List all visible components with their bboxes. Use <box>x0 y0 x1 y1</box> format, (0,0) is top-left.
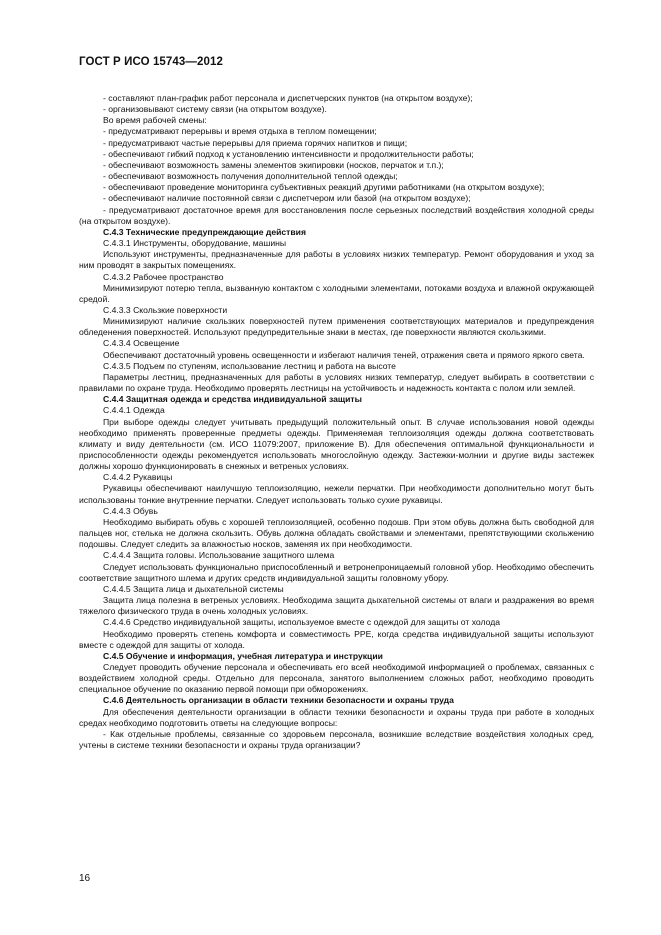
paragraph: Минимизируют потерю тепла, вызванную контактом с холодными элементами, потоками воздуха и влажной окружающей средой. <box>79 282 594 304</box>
paragraph: С.4.4.2 Рукавицы <box>103 472 173 483</box>
paragraph: - обеспечивают возможность замены элементов экипировки (носков, перчаток и т.п.); <box>103 159 444 170</box>
paragraph: С.4.3.5 Подъем по ступеням, использование лестниц и работа на высоте <box>103 360 396 371</box>
document-body <box>79 93 594 751</box>
paragraph: Для обеспечения деятельности организации в области техники безопасности и охраны труда при работе в холодных средах необходимо подготовить ответы на следующие вопросы: <box>79 706 594 728</box>
paragraph: С.4.4.6 Средство индивидуальной защиты, используемое вместе с одеждой для защиты от холода <box>103 617 500 628</box>
paragraph: Следует использовать функционально приспособленный и ветронепроницаемый головной убор. Необходимо обеспечить соответствие защитного шлема и других средств индивидуальной защиты головному убору. <box>79 561 594 583</box>
paragraph: - обеспечивают проведение мониторинга субъективных реакций другими работниками (на открытом воздухе); <box>103 182 545 193</box>
paragraph: Рукавицы обеспечивают наилучшую теплоизоляцию, нежели перчатки. При необходимости дополнительно могут быть использованы тонкие внутренние перчатки. Следует использовать только сухие рукавицы. <box>79 483 594 505</box>
paragraph: - предусматривают перерывы и время отдыха в теплом помещении; <box>103 126 377 137</box>
paragraph: Следует проводить обучение персонала и обеспечивать его всей необходимой информацией о проблемах, связанных с воздействием холодной среды. Отдельно для персонала, занятого выполнением сложных работ, необходимо проводить специальное обучение по оказанию первой помощи при обморожениях. <box>79 661 594 695</box>
section-heading: С.4.5 Обучение и информация, учебная литература и инструкции <box>103 650 383 661</box>
section-heading: С.4.4 Защитная одежда и средства индивидуальной защиты <box>103 394 362 405</box>
paragraph: С.4.4.3 Обувь <box>103 505 158 516</box>
paragraph: Защита лица полезна в ветреных условиях. Необходима защита дыхательной системы от влаги и раздражения во время тяжелого физического труда в очень холодных условиях. <box>79 595 594 617</box>
paragraph: Необходимо выбирать обувь с хорошей теплоизоляцией, особенно подошв. При этом обувь должна быть свободной для пальцев ног, стелька не должна скользить. Обувь должна обладать свойствами и элементами, препятствующими скольжению подошвы. Следует следить за влажностью носков, заменяя их при необходимости. <box>79 516 594 550</box>
page-number: 16 <box>79 873 91 884</box>
paragraph: - предусматривают достаточное время для восстановления после серьезных последствий воздействия холодной среды (на открытом воздухе). <box>79 204 594 226</box>
section-heading: С.4.3 Технические предупреждающие действия <box>103 226 306 237</box>
paragraph: - обеспечивают наличие постоянной связи с диспетчером или базой (на открытом воздухе); <box>103 193 471 204</box>
paragraph: Используют инструменты, предназначенные для работы в условиях низких температур. Ремонт оборудования и уход за ним проводят в закрытых помещениях. <box>79 249 594 271</box>
paragraph: Необходимо проверять степень комфорта и совместимость PPE, когда средства индивидуальной защиты используют вместе с одеждой для защиты от холода. <box>79 628 594 650</box>
paragraph: - предусматривают частые перерывы для приема горячих напитков и пищи; <box>103 137 408 148</box>
paragraph: Минимизируют наличие скользких поверхностей путем применения соответствующих материалов и предупреждения обледенения поверхностей. Используют предупредительные знаки в местах, где поверхности являются скользкими. <box>79 316 594 338</box>
document-header: ГОСТ Р ИСО 15743—2012 <box>79 56 224 68</box>
paragraph: С.4.4.5 Защита лица и дыхательной системы <box>103 583 284 594</box>
paragraph: С.4.4.1 Одежда <box>103 405 165 416</box>
paragraph: С.4.3.2 Рабочее пространство <box>103 271 224 282</box>
paragraph: - Как отдельные проблемы, связанные со здоровьем персонала, возникшие вследствие воздействия холодных сред, учтены в системе техники безопасности и охраны труда организации? <box>79 728 594 751</box>
paragraph: С.4.3.4 Освещение <box>103 338 180 349</box>
paragraph: С.4.3.3 Скользкие поверхности <box>103 304 228 315</box>
paragraph: - организовывают систему связи (на открытом воздухе). <box>103 104 327 115</box>
paragraph: Обеспечивают достаточный уровень освещенности и избегают наличия теней, отражения света и прямого яркого света. <box>103 349 585 360</box>
paragraph: Параметры лестниц, предназначенных для работы в условиях низких температур, следует выбирать в соответствии с правилами по охране труда. Необходимо проверять лестницы на устойчивость и надежность контакта с полом или землей. <box>79 371 594 394</box>
paragraph: При выборе одежды следует учитывать предыдущий положительный опыт. В случае использования новой одежды необходимо применять проверенные предметы одежды. Применяемая теплоизоляция одежды должна соответствовать климату и виду деятельности (см. ИСО 11079:2007, приложение В). Для обеспечения оптимальной функциональности и приспособленности одежды рекомендуется использовать многослойную одежду. Застежки-молнии и другие виды застежек должны хорошо функционировать в снежных и ветреных условиях. <box>79 416 594 472</box>
paragraph: - обеспечивают гибкий подход к установлению интенсивности и продолжительности работы; <box>103 148 474 159</box>
section-heading: С.4.6 Деятельность организации в области техники безопасности и охраны труда <box>103 695 454 706</box>
paragraph: - обеспечивают возможность получения дополнительной теплой одежды; <box>103 171 398 182</box>
paragraph: Во время рабочей смены: <box>103 115 207 126</box>
paragraph: С.4.4.4 Защита головы. Использование защитного шлема <box>103 550 335 561</box>
paragraph: - составляют план-график работ персонала и диспетчерских пунктов (на открытом воздухе); <box>103 93 473 103</box>
paragraph: С.4.3.1 Инструменты, оборудование, машины <box>103 238 287 249</box>
